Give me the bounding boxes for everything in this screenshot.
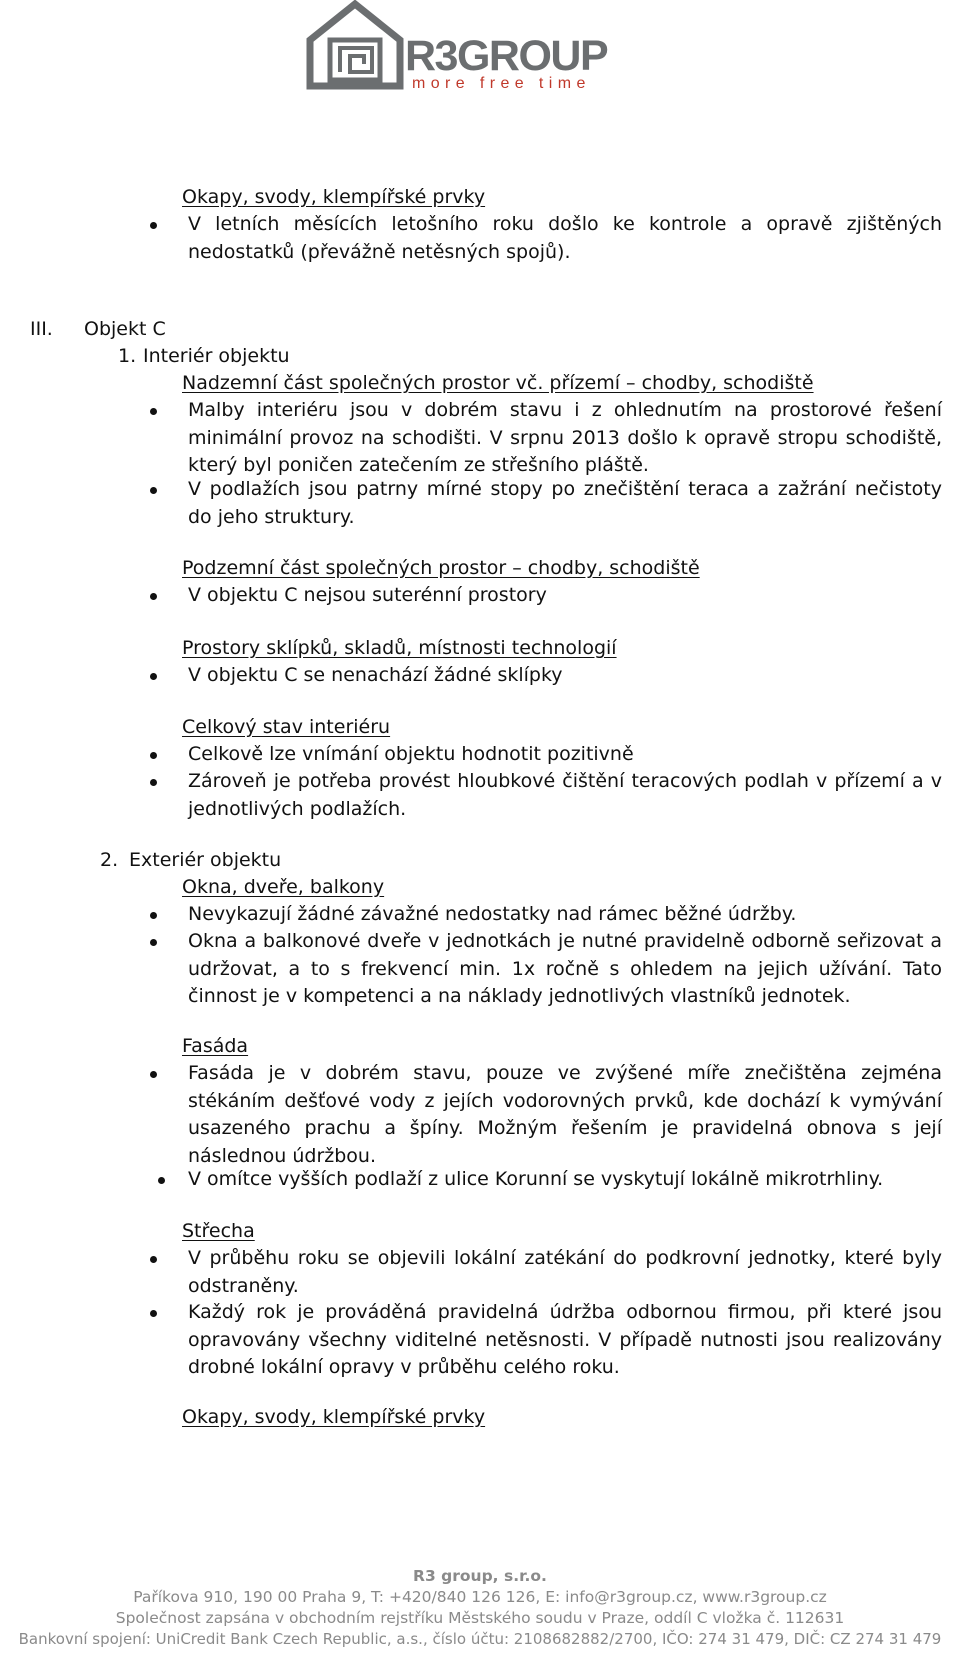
- list-item: V letních měsících letošního roku došlo ke kontrole a opravě zjištěných nedostatků (převážně netěsných spojů).: [150, 211, 942, 266]
- list-item: Malby interiéru jsou v dobrém stavu i z ohlednutím na prostorové řešení minimální provoz na schodišti. V srpnu 2013 došlo k opravě stropu schodiště, který byl poničen zatečením ze střešního pláště.: [150, 397, 942, 480]
- footer-registry: Společnost zapsána v obchodním rejstříku Městského soudu v Praze, oddíl C vložka č. 112631: [115, 1609, 845, 1627]
- part-title: Exteriér objektu: [129, 849, 282, 871]
- list-item: Zároveň je potřeba provést hloubkové čištění teracových podlah v přízemí a v jednotlivých podlažích.: [150, 768, 942, 823]
- list-item: V průběhu roku se objevili lokální zatékání do podkrovní jednotky, které byly odstraněny.: [150, 1245, 942, 1300]
- bullet-icon: [150, 912, 157, 919]
- bullet-icon: [150, 487, 157, 494]
- subheading: Střecha: [182, 1220, 255, 1242]
- bullet-icon: [150, 673, 157, 680]
- list-item: Celkově lze vnímání objektu hodnotit pozitivně: [150, 741, 942, 769]
- footer-company: R3 group, s.r.o.: [413, 1567, 547, 1585]
- subheading: Fasáda: [182, 1035, 249, 1057]
- part-number: 2.: [100, 849, 119, 871]
- list-item: Fasáda je v dobrém stavu, pouze ve zvýšené míře znečištěna zejména stékáním dešťové vody z jejích vodorovných prvků, kde dochází k vymývání usazeného prachu a špíny. Možným řešením je pravidelná obnova s její následnou údržbou.: [150, 1060, 942, 1170]
- bullet-icon: [150, 1071, 157, 1078]
- object-numeral: III.: [30, 318, 53, 340]
- list-item: V objektu C nejsou suterénní prostory: [150, 582, 942, 610]
- footer-address: Paříkova 910, 190 00 Praha 9, T: +420/840 126 126, E: info@r3group.cz, www.r3group.cz: [133, 1588, 827, 1606]
- part-number: 1.: [118, 345, 137, 367]
- bullet-icon: [150, 779, 157, 786]
- bullet-icon: [150, 1310, 157, 1317]
- bullet-icon: [150, 939, 157, 946]
- bullet-icon: [150, 408, 157, 415]
- list-item: Okna a balkonové dveře v jednotkách je nutné pravidelně odborně seřizovat a udržovat, a to s frekvencí min. 1x ročně s ohledem na jejich užívání. Tato činnost je v kompetenci a na náklady jednotlivých vlastníků jednotek.: [150, 928, 942, 1011]
- bullet-icon: [150, 593, 157, 600]
- footer-bank: Bankovní spojení: UniCredit Bank Czech Republic, a.s., číslo účtu: 2108682882/2700, IČO: 274 31 479, DIČ: CZ 274 31 479: [18, 1630, 942, 1648]
- subheading: Okna, dveře, balkony: [182, 876, 385, 898]
- list-item: Každý rok je prováděná pravidelná údržba odbornou firmou, při které jsou opravovány všechny viditelné netěsnosti. V případě nutnosti jsou realizovány drobné lokální opravy v průběhu celého roku.: [150, 1299, 942, 1382]
- subheading: Celkový stav interiéru: [182, 716, 391, 738]
- bullet-icon: [158, 1177, 165, 1184]
- bullet-icon: [150, 1256, 157, 1263]
- list-item: V podlažích jsou patrny mírné stopy po znečištění teraca a zažrání nečistoty do jeho struktury.: [150, 476, 942, 531]
- bullet-icon: [150, 752, 157, 759]
- object-heading: [30, 316, 53, 344]
- subheading: Okapy, svody, klempířské prvky: [182, 1406, 486, 1428]
- list-item: V objektu C se nenachází žádné sklípky: [150, 662, 942, 690]
- object-title: Objekt C: [84, 318, 166, 340]
- list-item: V omítce vyšších podlaží z ulice Korunní se vyskytují lokálně mikrotrhliny.: [158, 1166, 942, 1194]
- brand-name: R3GROUP: [405, 32, 608, 80]
- company-logo: [0, 0, 960, 100]
- bullet-icon: [150, 222, 157, 229]
- subheading: Prostory sklípků, skladů, místnosti technologií: [182, 637, 617, 659]
- list-item: Nevykazují žádné závažné nedostatky nad rámec běžné údržby.: [150, 901, 942, 929]
- subheading: Nadzemní část společných prostor vč. přízemí – chodby, schodiště: [182, 372, 814, 394]
- part-title: Interiér objektu: [143, 345, 290, 367]
- subheading: Podzemní část společných prostor – chodby, schodiště: [182, 557, 700, 579]
- house-logo-icon: [0, 0, 960, 100]
- brand-tagline: more free time: [412, 75, 591, 92]
- subheading: Okapy, svody, klempířské prvky: [182, 186, 486, 208]
- page-footer: [0, 1566, 960, 1650]
